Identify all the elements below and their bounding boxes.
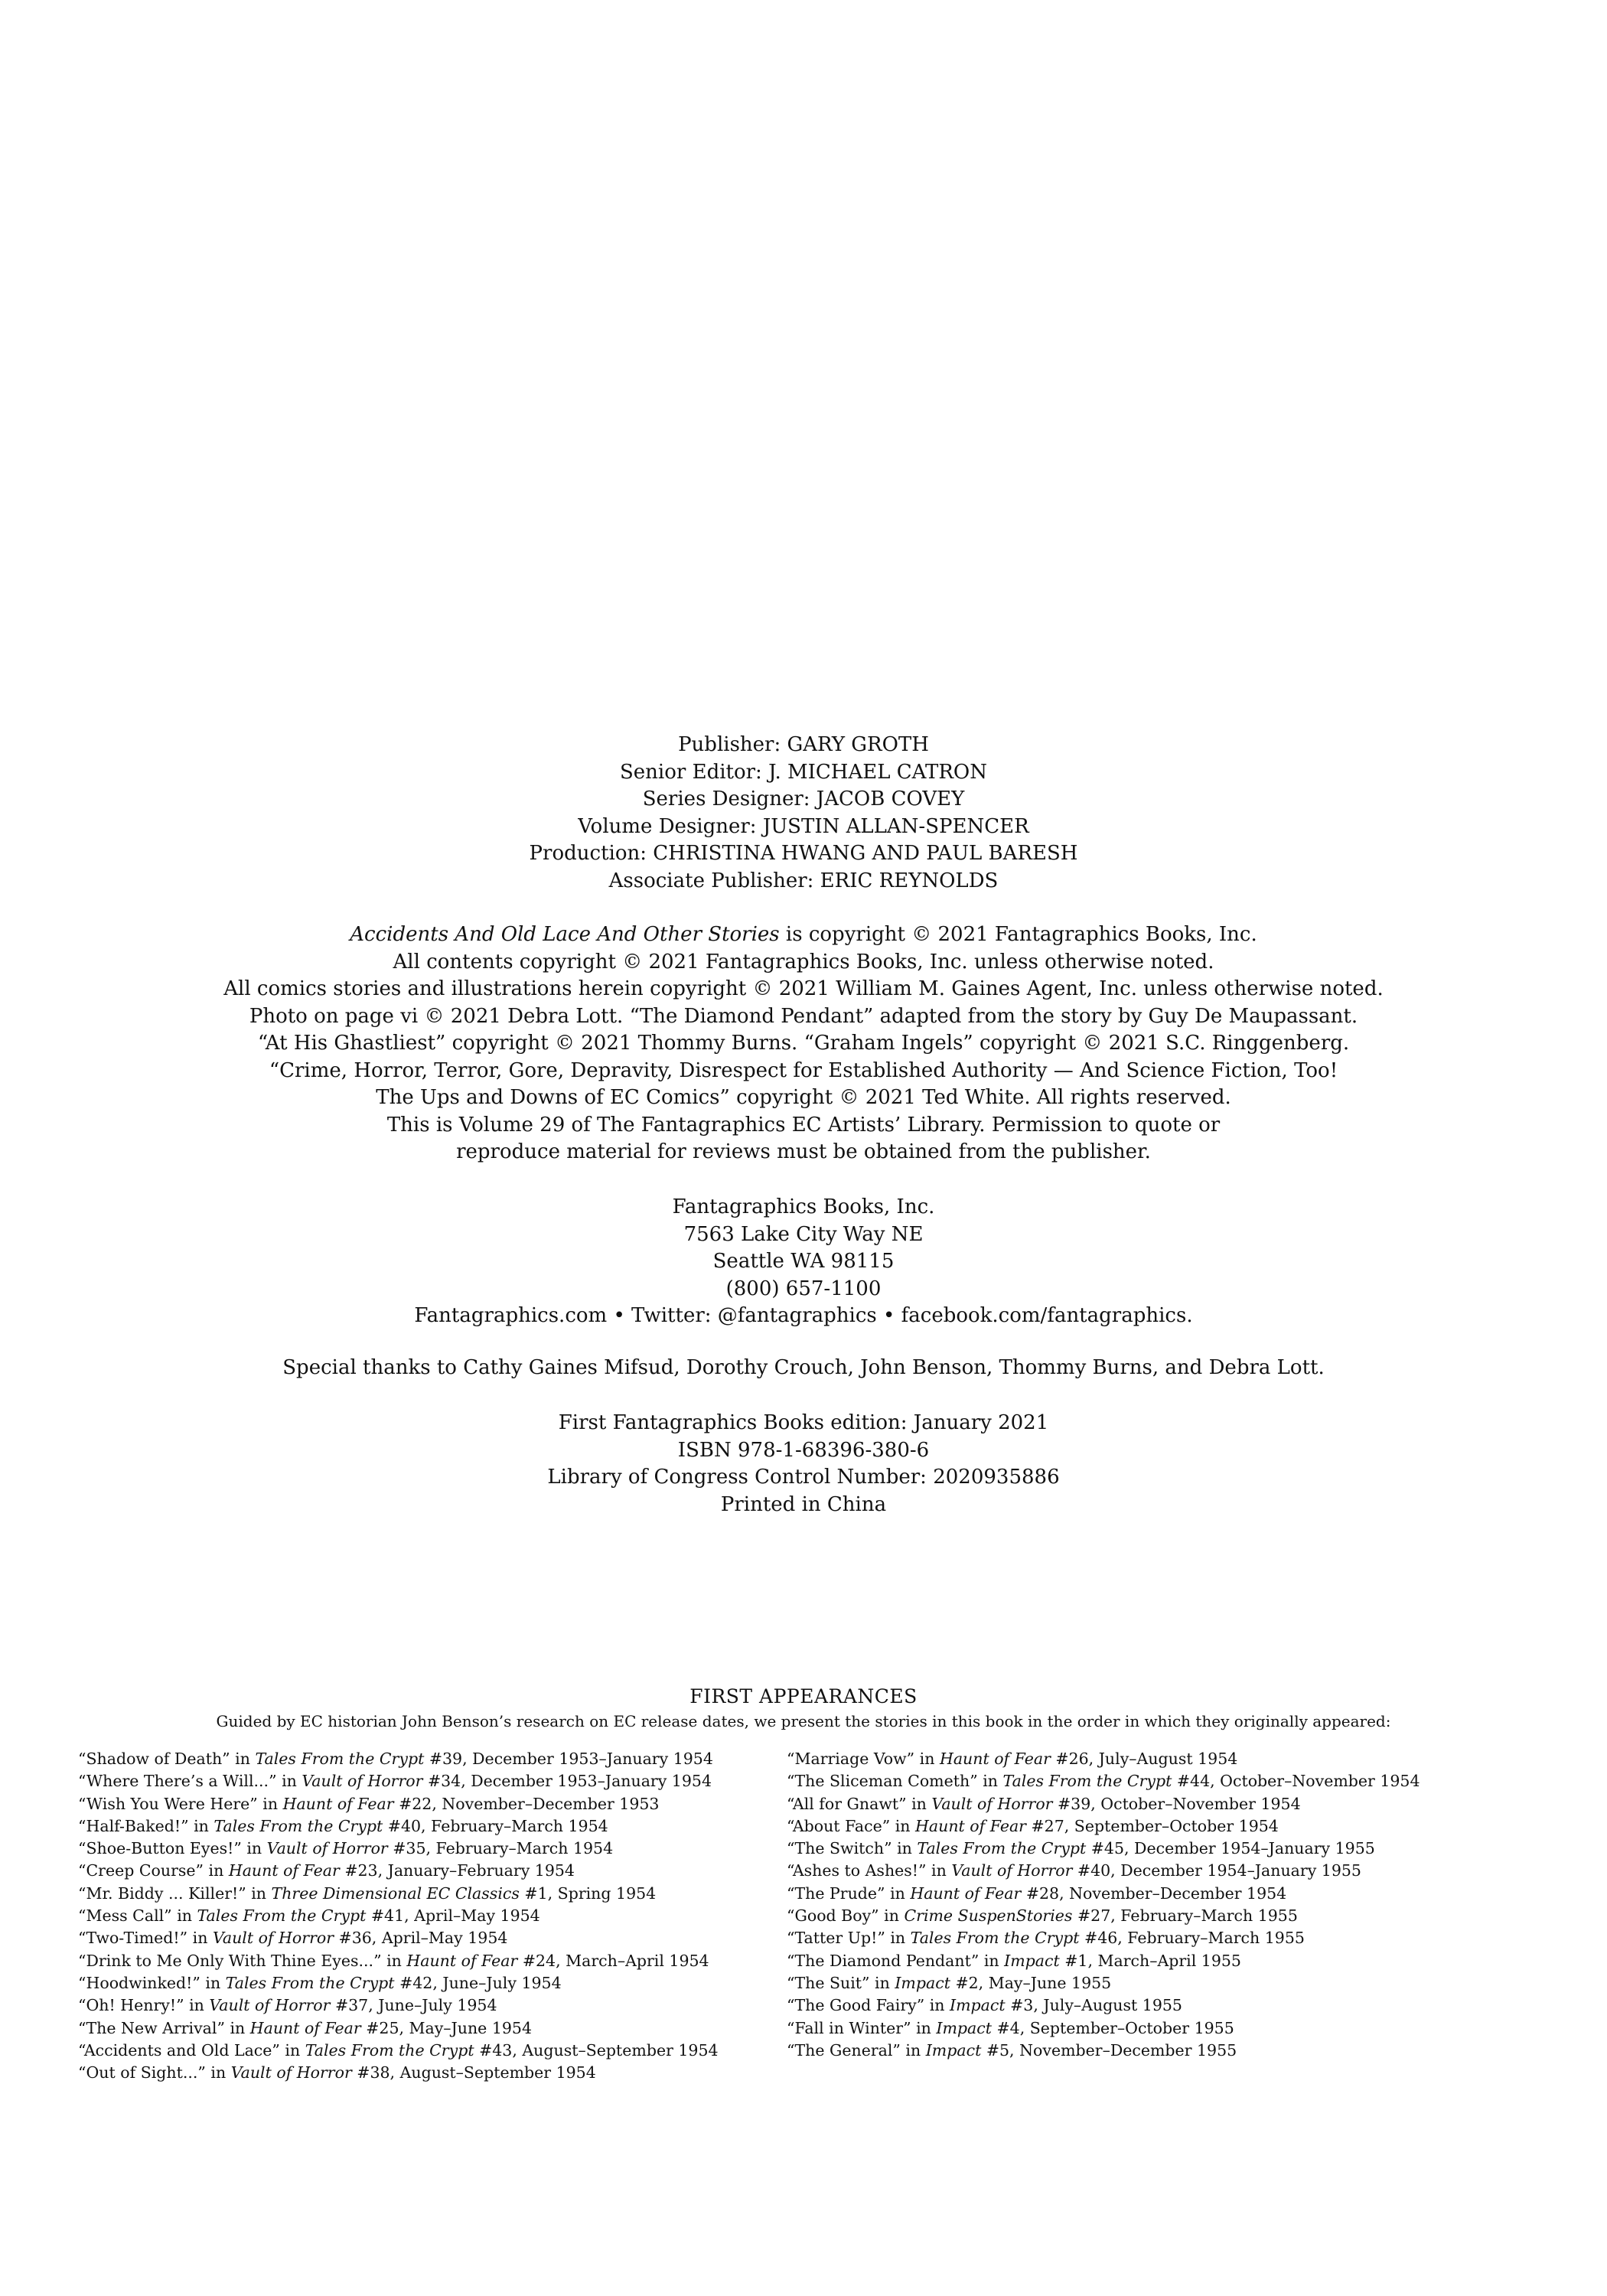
publication-title: Tales From the Crypt	[225, 1973, 395, 1992]
issue-and-date: #46, February–March 1955	[1079, 1929, 1305, 1948]
story-title: “The Switch”	[787, 1839, 892, 1858]
issue-and-date: #22, November–December 1953	[393, 1794, 660, 1813]
story-title: “The Good Fairy”	[787, 1996, 925, 2015]
story-title: “The Sliceman Cometh”	[787, 1772, 978, 1791]
publication-title: Haunt of Fear	[228, 1861, 340, 1880]
story-title: “Tatter Up!”	[787, 1929, 885, 1948]
appearance-entry: “Mess Call” in Tales From the Crypt #41, April–May 1954	[78, 1906, 540, 1926]
story-title: “The Suit”	[787, 1973, 870, 1992]
phone-number: (800) 657-1100	[725, 1277, 882, 1300]
issue-and-date: #44, October–November 1954	[1172, 1772, 1420, 1791]
issue-and-date: #45, December 1954–January 1955	[1086, 1839, 1375, 1858]
publication-title: Vault of Horror	[266, 1839, 388, 1858]
first-appearances-header	[0, 1684, 1607, 1733]
first-appearances-left-column	[78, 1748, 719, 2084]
publisher-name: Fantagraphics Books, Inc.	[672, 1195, 935, 1218]
appearance-entry: “Where There’s a Will...” in Vault of Horror #34, December 1953–January 1954	[78, 1772, 712, 1791]
appearance-entry: “Good Boy” in Crime SuspenStories #27, February–March 1955	[787, 1906, 1298, 1926]
issue-and-date: #41, April–May 1954	[366, 1906, 540, 1926]
publication-title: Impact	[895, 1973, 950, 1992]
publication-title: Impact	[925, 2040, 982, 2060]
story-title: “Mess Call”	[78, 1906, 172, 1926]
appearance-entry: “The Diamond Pendant” in Impact #1, March–April 1955	[787, 1951, 1241, 1970]
appearance-entry: “Mr. Biddy ... Killer!” in Three Dimensional EC Classics #1, Spring 1954	[78, 1883, 657, 1903]
issue-and-date: #34, December 1953–January 1954	[422, 1772, 712, 1791]
first-appearances-right-column	[787, 1748, 1420, 2062]
story-title: “Out of Sight...”	[78, 2063, 206, 2082]
publication-title: Haunt of Fear	[939, 1750, 1051, 1768]
web-social-links: Fantagraphics.com • Twitter: @fantagraphics • facebook.com/fantagraphics.	[414, 1304, 1193, 1327]
story-title: “The Diamond Pendant”	[787, 1951, 980, 1970]
appearance-entry: “Wish You Were Here” in Haunt of Fear #22, November–December 1953	[78, 1794, 660, 1813]
issue-and-date: #25, May–June 1954	[360, 2018, 533, 2037]
copyright-line: All comics stories and illustrations herein copyright © 2021 William M. Gaines Agent, Inc. unless otherwise noted.	[223, 977, 1384, 1000]
appearance-entry: “The General” in Impact #5, November–December 1955	[787, 2040, 1237, 2060]
publication-title: Haunt of Fear	[406, 1951, 518, 1970]
publication-title: Vault of Horror	[230, 2063, 352, 2082]
edition-info	[0, 1410, 1607, 1518]
appearance-entry: “Ashes to Ashes!” in Vault of Horror #40, December 1954–January 1955	[787, 1861, 1361, 1880]
copyright-line: The Ups and Downs of EC Comics” copyright © 2021 Ted White. All rights reserved.	[376, 1086, 1231, 1109]
publication-title: Crime SuspenStories	[904, 1906, 1073, 1926]
appearance-entry: “All for Gnawt” in Vault of Horror #39, October–November 1954	[787, 1794, 1301, 1813]
copyright-line: Photo on page vi © 2021 Debra Lott. “The Diamond Pendant” adapted from the story by Guy De Maupassant.	[249, 1004, 1358, 1028]
publication-title: Haunt of Fear	[915, 1816, 1026, 1835]
story-title: “Hoodwinked!”	[78, 1973, 200, 1992]
appearance-entry: “The Prude” in Haunt of Fear #28, November–December 1954	[787, 1883, 1287, 1903]
issue-and-date: #36, April–May 1954	[334, 1929, 508, 1948]
credits-block	[0, 732, 1607, 895]
publication-title: Tales From the Crypt	[197, 1906, 367, 1926]
story-title: “Shadow of Death”	[78, 1750, 230, 1768]
story-title: “Drink to Me Only With Thine Eyes...”	[78, 1951, 382, 1970]
issue-and-date: #3, July–August 1955	[1005, 1996, 1182, 2015]
book-title: Accidents And Old Lace And Other Stories	[350, 923, 780, 946]
loc-control-number: Library of Congress Control Number: 2020935886	[547, 1466, 1060, 1489]
issue-and-date: #40, February–March 1954	[383, 1816, 608, 1835]
appearance-entry: “Tatter Up!” in Tales From the Crypt #46, February–March 1955	[787, 1929, 1305, 1948]
appearance-entry: “Out of Sight...” in Vault of Horror #38, August–September 1954	[78, 2063, 596, 2082]
publication-title: Vault of Horror	[302, 1772, 423, 1791]
story-title: “Shoe-Button Eyes!”	[78, 1839, 242, 1858]
issue-and-date: #23, January–February 1954	[339, 1861, 575, 1880]
publication-title: Haunt of Fear	[249, 2018, 361, 2037]
appearance-entry: “Marriage Vow” in Haunt of Fear #26, July–August 1954	[787, 1750, 1238, 1768]
story-title: “The New Arrival”	[78, 2018, 225, 2037]
publication-title: Three Dimensional EC Classics	[271, 1883, 520, 1903]
story-title: “Mr. Biddy ... Killer!”	[78, 1883, 246, 1903]
appearance-entry: “Oh! Henry!” in Vault of Horror #37, June–July 1954	[78, 1996, 497, 2015]
appearance-entry: “Drink to Me Only With Thine Eyes...” in Haunt of Fear #24, March–April 1954	[78, 1951, 709, 1970]
story-title: “The General”	[787, 2040, 901, 2060]
story-title: “Creep Course”	[78, 1861, 204, 1880]
appearance-entry: “The Suit” in Impact #2, May–June 1955	[787, 1973, 1112, 1992]
issue-and-date: #39, December 1953–January 1954	[424, 1750, 713, 1768]
appearance-entry: “Creep Course” in Haunt of Fear #23, January–February 1954	[78, 1861, 575, 1880]
story-title: “Half-Baked!”	[78, 1816, 189, 1835]
story-title: “The Prude”	[787, 1883, 885, 1903]
appearance-entry: “About Face” in Haunt of Fear #27, September–October 1954	[787, 1816, 1279, 1835]
book-title-suffix: is copyright © 2021 Fantagraphics Books, Inc.	[779, 923, 1257, 946]
story-title: “Marriage Vow”	[787, 1750, 915, 1768]
story-title: “About Face”	[787, 1816, 891, 1835]
story-title: “Oh! Henry!”	[78, 1996, 184, 2015]
appearance-entry: “Accidents and Old Lace” in Tales From the Crypt #43, August–September 1954	[78, 2040, 719, 2060]
story-title: “Fall in Winter”	[787, 2018, 911, 2037]
issue-and-date: #39, October–November 1954	[1052, 1794, 1301, 1813]
copyright-book-line	[0, 921, 1607, 949]
issue-and-date: #2, May–June 1955	[950, 1973, 1112, 1992]
issue-and-date: #43, August–September 1954	[474, 2040, 719, 2060]
publication-title: Impact	[1004, 1951, 1060, 1970]
issue-and-date: #27, February–March 1955	[1072, 1906, 1298, 1926]
issue-and-date: #40, December 1954–January 1955	[1072, 1861, 1361, 1880]
publication-title: Vault of Horror	[212, 1929, 334, 1948]
street-address: 7563 Lake City Way NE	[683, 1222, 924, 1246]
appearance-entry: “The Good Fairy” in Impact #3, July–August 1955	[787, 1996, 1182, 2015]
story-title: “Good Boy”	[787, 1906, 879, 1926]
publication-title: Tales From the Crypt	[255, 1750, 425, 1768]
story-title: “Wish You Were Here”	[78, 1794, 258, 1813]
publication-title: Tales From the Crypt	[917, 1839, 1087, 1858]
city-state-zip: Seattle WA 98115	[712, 1250, 895, 1273]
issue-and-date: #24, March–April 1954	[517, 1951, 709, 1970]
story-title: “Where There’s a Will...”	[78, 1772, 277, 1791]
credit-volume-designer: Volume Designer: JUSTIN ALLAN-SPENCER	[578, 814, 1029, 838]
issue-and-date: #1, March–April 1955	[1059, 1951, 1241, 1970]
publisher-address	[0, 1194, 1607, 1330]
story-title: “Ashes to Ashes!”	[787, 1861, 927, 1880]
publication-title: Haunt of Fear	[282, 1794, 394, 1813]
appearance-entry: “The New Arrival” in Haunt of Fear #25, May–June 1954	[78, 2018, 533, 2037]
copyright-line: This is Volume 29 of The Fantagraphics EC Artists’ Library. Permission to quote or	[386, 1113, 1221, 1137]
appearance-entry: “Two-Timed!” in Vault of Horror #36, April–May 1954	[78, 1929, 508, 1948]
edition-line: First Fantagraphics Books edition: January 2021	[558, 1411, 1049, 1434]
copyright-line: “At His Ghastliest” copyright © 2021 Thommy Burns. “Graham Ingels” copyright © 2021 S.C. Ringgenberg.	[257, 1032, 1350, 1055]
publication-title: Tales From the Crypt	[305, 2040, 474, 2060]
publication-title: Impact	[936, 2018, 992, 2037]
publication-title: Vault of Horror	[931, 1794, 1053, 1813]
publication-title: Tales From the Crypt	[910, 1929, 1080, 1948]
appearance-entry: “Half-Baked!” in Tales From the Crypt #40, February–March 1954	[78, 1816, 608, 1835]
appearance-entry: “Hoodwinked!” in Tales From the Crypt #42, June–July 1954	[78, 1973, 562, 1992]
copyright-line: All contents copyright © 2021 Fantagraphics Books, Inc. unless otherwise noted.	[393, 950, 1214, 974]
issue-and-date: #28, November–December 1954	[1021, 1883, 1287, 1903]
credit-series-designer: Series Designer: JACOB COVEY	[642, 788, 965, 810]
publication-title: Tales From the Crypt	[214, 1816, 383, 1835]
credit-production: Production: CHRISTINA HWANG AND PAUL BARESH	[529, 842, 1078, 865]
publication-title: Impact	[949, 1996, 1006, 2015]
credit-associate-publisher: Associate Publisher: ERIC REYNOLDS	[608, 869, 999, 892]
copyright-line: reproduce material for reviews must be obtained from the publisher.	[456, 1140, 1151, 1163]
credit-publisher: Publisher: GARY GROTH	[678, 733, 929, 756]
special-thanks	[0, 1355, 1607, 1382]
issue-and-date: #26, July–August 1954	[1050, 1750, 1238, 1768]
special-thanks-text: Special thanks to Cathy Gaines Mifsud, Dorothy Crouch, John Benson, Thommy Burns, and Debra Lott.	[282, 1356, 1325, 1379]
credit-senior-editor: Senior Editor: J. MICHAEL CATRON	[619, 760, 987, 784]
first-appearances-intro: Guided by EC historian John Benson’s research on EC release dates, we present the stories in this book in the order in which they originally appeared:	[216, 1712, 1391, 1730]
appearance-entry: “Shoe-Button Eyes!” in Vault of Horror #35, February–March 1954	[78, 1839, 614, 1858]
appearance-entry: “Shadow of Death” in Tales From the Crypt #39, December 1953–January 1954	[78, 1750, 713, 1768]
issue-and-date: #42, June–July 1954	[394, 1973, 562, 1992]
story-title: “All for Gnawt”	[787, 1794, 907, 1813]
issue-and-date: #1, Spring 1954	[519, 1883, 657, 1903]
story-title: “Accidents and Old Lace”	[78, 2040, 280, 2060]
first-appearances-title: FIRST APPEARANCES	[689, 1685, 918, 1707]
issue-and-date: #27, September–October 1954	[1025, 1816, 1279, 1835]
issue-and-date: #35, February–March 1954	[387, 1839, 614, 1858]
publication-title: Haunt of Fear	[910, 1883, 1022, 1903]
appearance-entry: “The Switch” in Tales From the Crypt #45, December 1954–January 1955	[787, 1839, 1375, 1858]
copyright-line: “Crime, Horror, Terror, Gore, Depravity, Disrespect for Established Authority — And Science Fiction, Too!	[269, 1058, 1338, 1082]
issue-and-date: #5, November–December 1955	[981, 2040, 1237, 2060]
appearance-entry: “The Sliceman Cometh” in Tales From the Crypt #44, October–November 1954	[787, 1772, 1420, 1791]
isbn: ISBN 978-1-68396-380-6	[677, 1438, 930, 1462]
publication-title: Tales From the Crypt	[1002, 1772, 1172, 1791]
copyright-block	[0, 921, 1607, 1166]
publication-title: Vault of Horror	[951, 1861, 1073, 1880]
publication-title: Vault of Horror	[209, 1996, 331, 2015]
issue-and-date: #4, September–October 1955	[991, 2018, 1234, 2037]
issue-and-date: #38, August–September 1954	[351, 2063, 596, 2082]
appearance-entry: “Fall in Winter” in Impact #4, September–October 1955	[787, 2018, 1234, 2037]
printed-in: Printed in China	[720, 1492, 887, 1516]
story-title: “Two-Timed!”	[78, 1929, 188, 1948]
issue-and-date: #37, June–July 1954	[330, 1996, 497, 2015]
